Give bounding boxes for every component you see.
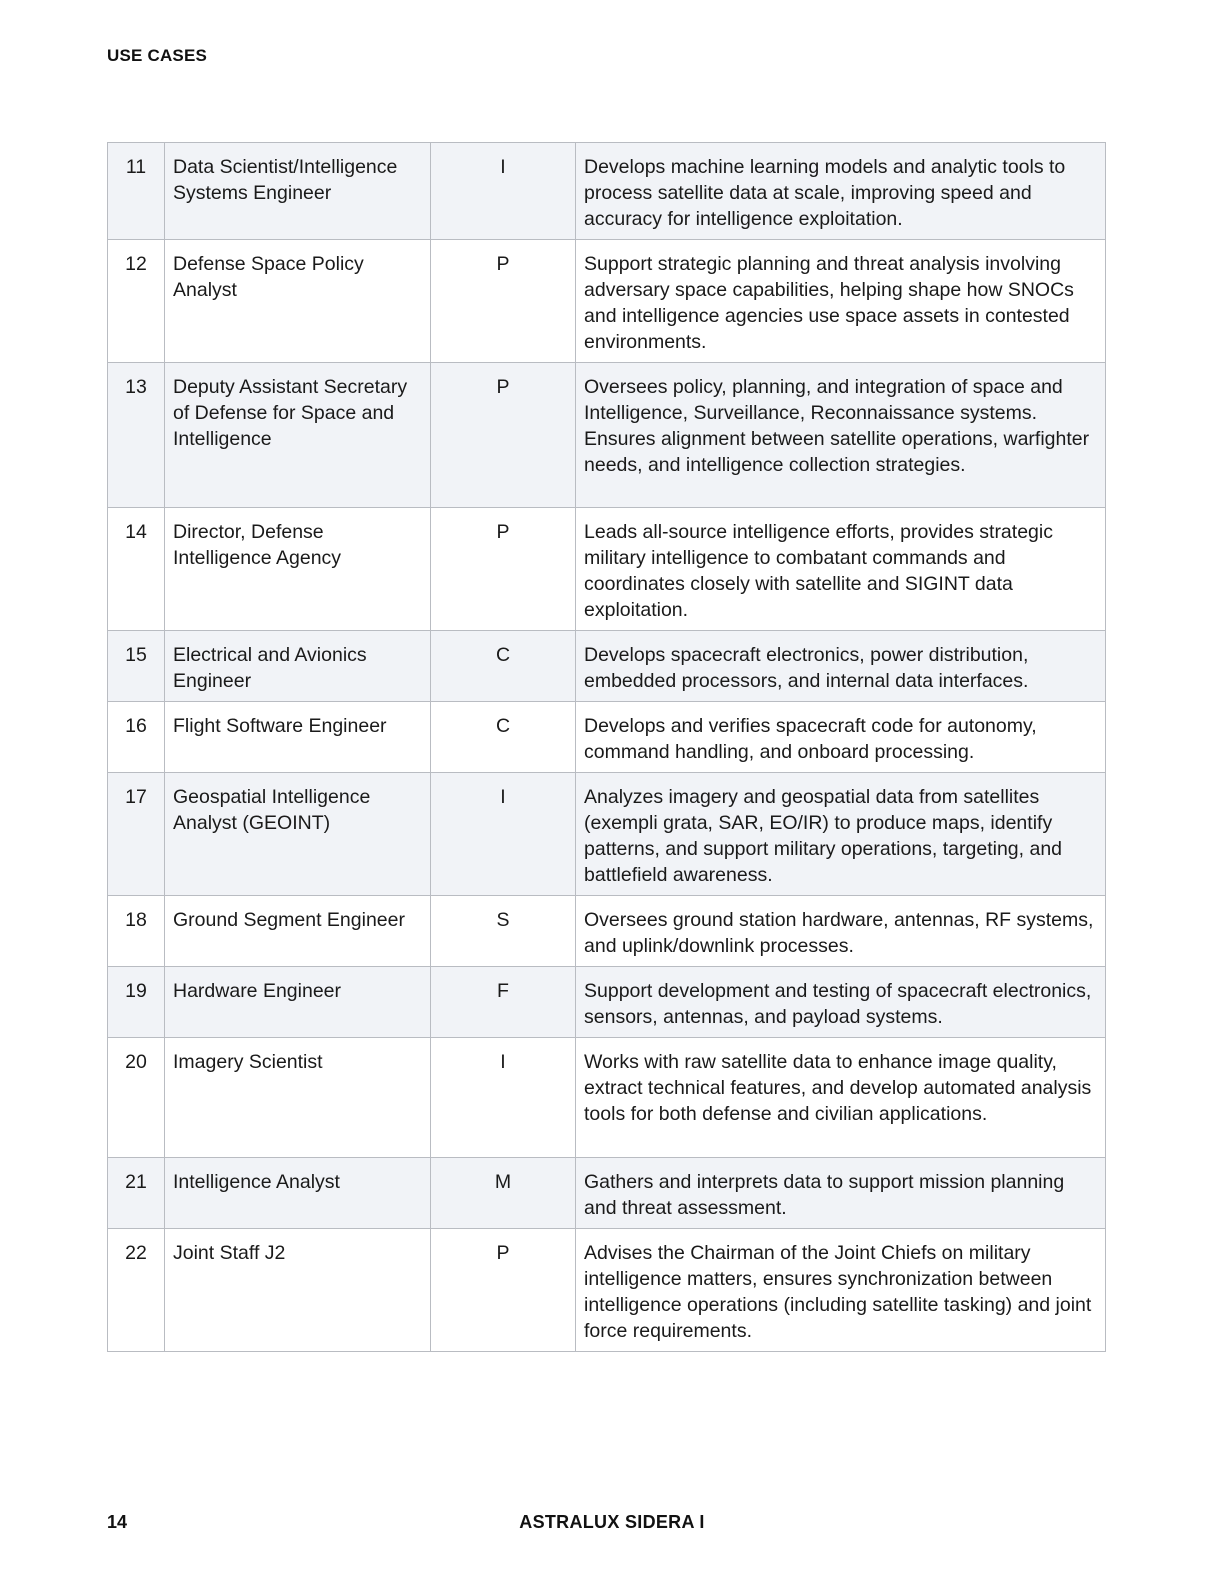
row-number: 19 — [108, 967, 165, 1038]
role-title: Director, Defense Intelligence Agency — [165, 508, 431, 631]
role-description: Works with raw satellite data to enhance image quality, extract technical features, and develop automated analysis tools for both defense and civilian applications. — [576, 1038, 1106, 1158]
category-code: P — [431, 363, 576, 508]
table-row — [108, 1038, 1106, 1158]
role-description: Develops and verifies spacecraft code for autonomy, command handling, and onboard processing. — [576, 702, 1106, 773]
table-row — [108, 363, 1106, 508]
role-description: Gathers and interprets data to support mission planning and threat assessment. — [576, 1158, 1106, 1229]
category-code: S — [431, 896, 576, 967]
category-code: I — [431, 143, 576, 240]
role-description: Support development and testing of spacecraft electronics, sensors, antennas, and payload systems. — [576, 967, 1106, 1038]
role-title: Intelligence Analyst — [165, 1158, 431, 1229]
table-row — [108, 508, 1106, 631]
role-description: Develops machine learning models and analytic tools to process satellite data at scale, improving speed and accuracy for intelligence exploitation. — [576, 143, 1106, 240]
page-number: 14 — [107, 1512, 128, 1532]
row-number: 14 — [108, 508, 165, 631]
role-title: Joint Staff J2 — [165, 1229, 431, 1352]
table-row — [108, 143, 1106, 240]
category-code: P — [431, 1229, 576, 1352]
role-description: Support strategic planning and threat analysis involving adversary space capabilities, helping shape how SNOCs and intelligence agencies use space assets in contested environments. — [576, 240, 1106, 363]
role-title: Imagery Scientist — [165, 1038, 431, 1158]
role-title: Data Scientist/Intelligence Systems Engineer — [165, 143, 431, 240]
table-row — [108, 967, 1106, 1038]
table-row — [108, 631, 1106, 702]
role-description: Oversees ground station hardware, antennas, RF systems, and uplink/downlink processes. — [576, 896, 1106, 967]
table-row — [108, 896, 1106, 967]
table-row — [108, 240, 1106, 363]
role-title: Hardware Engineer — [165, 967, 431, 1038]
role-title: Geospatial Intelligence Analyst (GEOINT) — [165, 773, 431, 896]
role-title: Flight Software Engineer — [165, 702, 431, 773]
role-title: Defense Space Policy Analyst — [165, 240, 431, 363]
table-row — [108, 702, 1106, 773]
table-row — [108, 773, 1106, 896]
category-code: P — [431, 508, 576, 631]
role-title: Deputy Assistant Secretary of Defense for Space and Intelligence — [165, 363, 431, 508]
row-number: 20 — [108, 1038, 165, 1158]
row-number: 11 — [108, 143, 165, 240]
category-code: P — [431, 240, 576, 363]
table-row — [108, 1229, 1106, 1352]
role-description: Advises the Chairman of the Joint Chiefs on military intelligence matters, ensures synchronization between intelligence operations (including satellite tasking) and joint force requirements. — [576, 1229, 1106, 1352]
row-number: 21 — [108, 1158, 165, 1229]
row-number: 18 — [108, 896, 165, 967]
category-code: M — [431, 1158, 576, 1229]
role-description: Oversees policy, planning, and integration of space and Intelligence, Surveillance, Reconnaissance systems. Ensures alignment between satellite operations, warfighter needs, and intelligence collection strategies. — [576, 363, 1106, 508]
table-row — [108, 1158, 1106, 1229]
row-number: 16 — [108, 702, 165, 773]
section-header: USE CASES — [107, 46, 208, 65]
role-description: Analyzes imagery and geospatial data from satellites (exempli grata, SAR, EO/IR) to produce maps, identify patterns, and support military operations, targeting, and battlefield awareness. — [576, 773, 1106, 896]
row-number: 15 — [108, 631, 165, 702]
row-number: 17 — [108, 773, 165, 896]
role-title: Ground Segment Engineer — [165, 896, 431, 967]
role-title: Electrical and Avionics Engineer — [165, 631, 431, 702]
category-code: C — [431, 631, 576, 702]
role-description: Leads all-source intelligence efforts, provides strategic military intelligence to combatant commands and coordinates closely with satellite and SIGINT data exploitation. — [576, 508, 1106, 631]
role-description: Develops spacecraft electronics, power distribution, embedded processors, and internal data interfaces. — [576, 631, 1106, 702]
category-code: I — [431, 1038, 576, 1158]
row-number: 13 — [108, 363, 165, 508]
document-title: ASTRALUX SIDERA I — [519, 1512, 705, 1532]
row-number: 12 — [108, 240, 165, 363]
category-code: C — [431, 702, 576, 773]
category-code: I — [431, 773, 576, 896]
roles-table — [107, 142, 1106, 1352]
row-number: 22 — [108, 1229, 165, 1352]
category-code: F — [431, 967, 576, 1038]
